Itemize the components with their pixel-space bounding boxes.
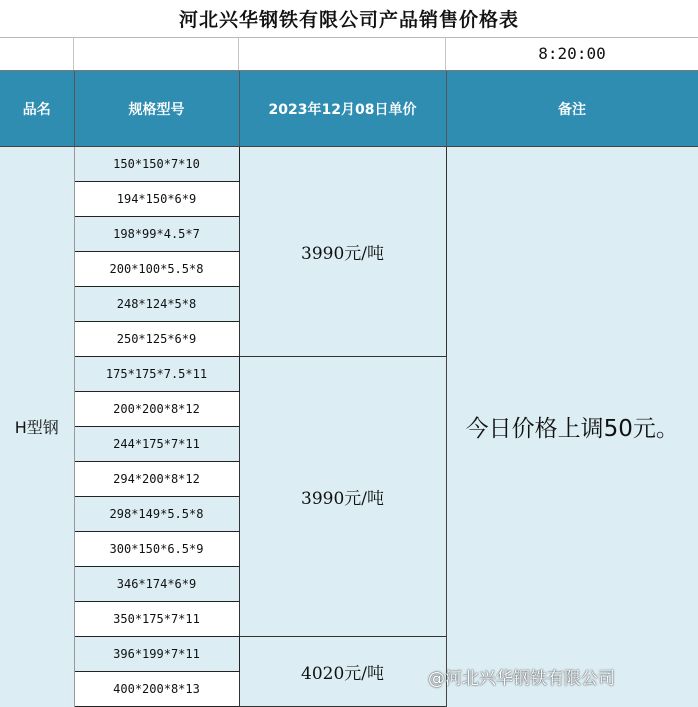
header-price: 2023年12月08日单价 (239, 71, 446, 147)
spec-cell: 200*200*8*12 (74, 392, 239, 427)
time-value: 8:20:00 (538, 44, 606, 63)
spec-cell: 294*200*8*12 (74, 462, 239, 497)
price-cell: 3990元/吨 (239, 147, 446, 357)
price-cell: 4020元/吨 (239, 637, 446, 707)
table-row (0, 147, 698, 182)
time-row-cell (74, 37, 239, 70)
spec-cell: 396*199*7*11 (74, 637, 239, 672)
spec-cell: 194*150*6*9 (74, 182, 239, 217)
time-row (0, 37, 698, 71)
header-spec: 规格型号 (74, 71, 239, 147)
note-cell: 今日价格上调50元。 (446, 147, 698, 707)
table-title: 河北兴华钢铁有限公司产品销售价格表 (0, 0, 698, 38)
header-name: 品名 (0, 71, 74, 147)
time-row-cell (0, 37, 74, 70)
spec-cell: 150*150*7*10 (74, 147, 239, 182)
spec-cell: 298*149*5.5*8 (74, 497, 239, 532)
spec-cell: 200*100*5.5*8 (74, 252, 239, 287)
header-note: 备注 (446, 71, 698, 147)
header-row (0, 71, 698, 147)
spec-cell: 244*175*7*11 (74, 427, 239, 462)
product-name: H型钢 (0, 147, 74, 707)
spec-cell: 198*99*4.5*7 (74, 217, 239, 252)
spec-cell: 300*150*6.5*9 (74, 532, 239, 567)
spec-cell: 248*124*5*8 (74, 287, 239, 322)
price-cell: 3990元/吨 (239, 357, 446, 637)
watermark: @河北兴华钢铁有限公司 (428, 669, 615, 689)
time-row-cell (239, 37, 446, 70)
price-table (0, 71, 698, 707)
spec-cell: 400*200*8*13 (74, 672, 239, 707)
spec-cell: 175*175*7.5*11 (74, 357, 239, 392)
spec-cell: 250*125*6*9 (74, 322, 239, 357)
spec-cell: 346*174*6*9 (74, 567, 239, 602)
spec-cell: 350*175*7*11 (74, 602, 239, 637)
